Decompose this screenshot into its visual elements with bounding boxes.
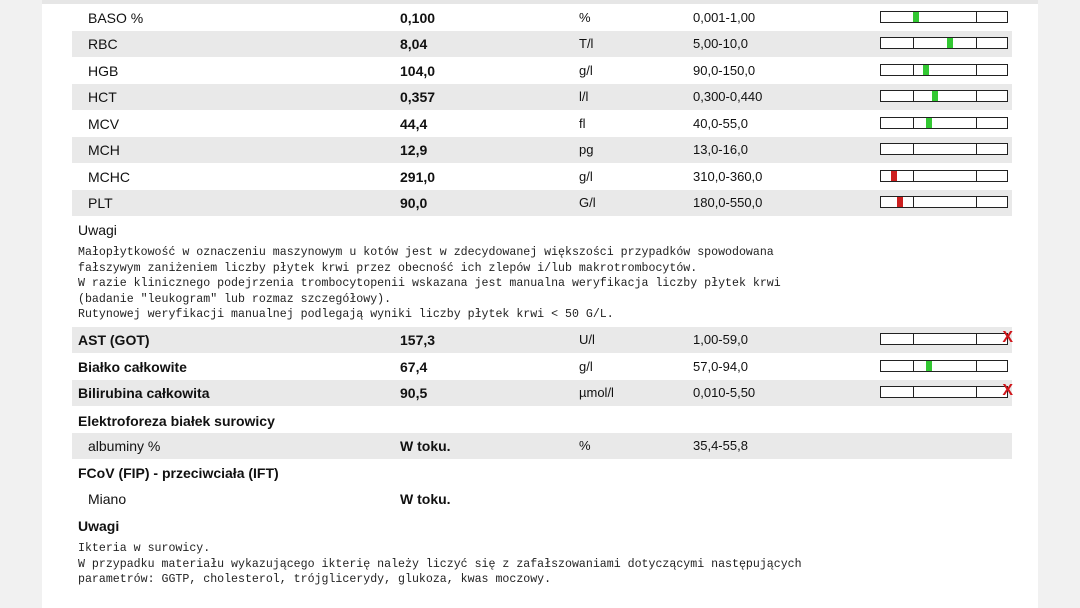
param-unit: l/l (579, 89, 589, 104)
param-unit: pg (579, 142, 594, 157)
param-value: 157,3 (400, 332, 436, 348)
range-gauge (880, 11, 1008, 23)
param-reference: 57,0-94,0 (693, 359, 748, 374)
param-value: 67,4 (400, 359, 428, 375)
param-reference: 13,0-16,0 (693, 142, 748, 157)
section-heading-fcov: FCoV (FIP) - przeciwciała (IFT) (78, 465, 279, 481)
top-divider (42, 0, 1038, 4)
gauge-tick (913, 65, 914, 75)
range-gauge (880, 143, 1008, 155)
param-unit: g/l (579, 169, 593, 184)
table-row (72, 5, 1012, 31)
note-line: (badanie "leukogram" lub rozmaz szczegółowy). (78, 292, 392, 306)
param-name: BASO % (88, 10, 144, 26)
gauge-tick (913, 118, 914, 128)
param-reference: 180,0-550,0 (693, 195, 763, 210)
table-row (72, 84, 1012, 110)
param-value: 90,0 (400, 195, 428, 211)
notes-heading: Uwagi (78, 222, 117, 238)
table-row (72, 31, 1012, 57)
gauge-tick (913, 171, 914, 181)
note-line: parametrów: GGTP, cholesterol, trójglicerydy, glukoza, kwas moczowy. (78, 573, 552, 586)
table-row (72, 354, 1012, 380)
param-name: PLT (88, 195, 113, 211)
gauge-tick (976, 65, 977, 75)
param-unit: % (579, 438, 591, 453)
table-row (72, 380, 1012, 406)
param-reference: 35,4-55,8 (693, 438, 748, 453)
param-reference: 0,300-0,440 (693, 89, 763, 104)
param-name: MCHC (88, 169, 130, 185)
table-row (72, 58, 1012, 84)
gauge-tick (913, 197, 914, 207)
table-row (72, 164, 1012, 190)
gauge-tick (976, 144, 977, 154)
gauge-tick (976, 38, 977, 48)
gauge-tick (976, 118, 977, 128)
param-name: MCV (88, 116, 120, 132)
table-row (72, 433, 1012, 459)
param-name: HGB (88, 63, 119, 79)
param-unit: % (579, 10, 591, 25)
param-reference: 0,010-5,50 (693, 385, 756, 400)
range-gauge (880, 382, 1013, 399)
param-reference: 0,001-1,00 (693, 10, 756, 25)
param-unit: T/l (579, 36, 594, 51)
param-name: Bilirubina całkowita (78, 385, 210, 401)
gauge-marker (926, 118, 932, 128)
gauge-tick (913, 361, 914, 371)
gauge-marker (947, 38, 953, 48)
note-line: Małopłytkowość w oznaczeniu maszynowym u kotów jest w zdecydowanej większości przypadków spowodowana (78, 246, 774, 259)
param-value: 8,04 (400, 36, 428, 52)
param-unit: U/l (579, 332, 595, 347)
range-gauge (880, 360, 1008, 372)
param-reference: 90,0-150,0 (693, 63, 756, 78)
param-unit: G/l (579, 195, 596, 210)
param-value: 12,9 (400, 142, 428, 158)
gauge-tick (976, 171, 977, 181)
table-row (72, 486, 1012, 512)
param-name: AST (GOT) (78, 332, 150, 348)
gauge-tick (976, 361, 977, 371)
note-line: fałszywym zaniżeniem liczby płytek krwi przez obecność ich zlepów i/lub makrotrombocytów. (78, 261, 698, 275)
param-name: RBC (88, 36, 118, 52)
param-value: 44,4 (400, 116, 428, 132)
note-line: Ikteria w surowicy. (78, 542, 211, 555)
param-value: 0,357 (400, 89, 436, 105)
param-value: 104,0 (400, 63, 436, 79)
section-heading-elektroforeza: Elektroforeza białek surowicy (78, 413, 275, 429)
out-of-range-x-icon: X (1002, 329, 1013, 346)
table-row (72, 190, 1012, 216)
param-unit: g/l (579, 63, 593, 78)
gauge-tick (913, 91, 914, 101)
range-gauge (880, 329, 1013, 346)
param-reference: 310,0-360,0 (693, 169, 763, 184)
param-value: 0,100 (400, 10, 436, 26)
notes-heading: Uwagi (78, 518, 120, 534)
param-reference: 5,00-10,0 (693, 36, 748, 51)
gauge-tick (913, 334, 914, 344)
param-reference: 1,00-59,0 (693, 332, 748, 347)
range-gauge (880, 196, 1008, 208)
param-unit: fl (579, 116, 586, 131)
gauge-marker (923, 65, 929, 75)
gauge-tick (976, 334, 977, 344)
gauge-marker (932, 91, 938, 101)
table-row (72, 327, 1012, 353)
param-unit: µmol/l (579, 385, 614, 400)
param-value: 291,0 (400, 169, 436, 185)
range-gauge (880, 64, 1008, 76)
param-name: HCT (88, 89, 117, 105)
notes-text (78, 541, 802, 588)
gauge-tick (976, 12, 977, 22)
table-row (72, 137, 1012, 163)
gauge-tick (976, 197, 977, 207)
gauge-marker (897, 197, 903, 207)
gauge-marker (926, 361, 932, 371)
range-gauge (880, 37, 1008, 49)
note-line: W razie klinicznego podejrzenia trombocytopenii wskazana jest manualna weryfikacja liczby płytek krwi (78, 277, 781, 290)
param-reference: 40,0-55,0 (693, 116, 748, 131)
gauge-tick (913, 38, 914, 48)
param-value: W toku. (400, 438, 451, 454)
gauge-tick (976, 91, 977, 101)
param-name: Miano (88, 491, 127, 507)
param-value: 90,5 (400, 385, 428, 401)
range-gauge (880, 117, 1008, 129)
param-name: Białko całkowite (78, 359, 187, 375)
gauge-marker (891, 171, 897, 181)
param-value: W toku. (400, 491, 451, 507)
range-gauge (880, 170, 1008, 182)
gauge-tick (913, 387, 914, 397)
gauge-tick (976, 387, 977, 397)
range-gauge (880, 90, 1008, 102)
param-name: MCH (88, 142, 120, 158)
report-page (42, 0, 1038, 608)
param-name: albuminy % (88, 438, 161, 454)
note-line: Rutynowej weryfikacji manualnej podlegają wyniki liczby płytek krwi < 50 G/L. (78, 308, 614, 321)
table-row (72, 111, 1012, 137)
param-unit: g/l (579, 359, 593, 374)
note-line: W przypadku materiału wykazującego ikterię należy liczyć się z zafałszowaniami dotyczącymi następujących (78, 557, 802, 571)
out-of-range-x-icon: X (1002, 382, 1013, 399)
gauge-marker (913, 12, 919, 22)
notes-text (78, 245, 781, 323)
gauge-tick (913, 144, 914, 154)
